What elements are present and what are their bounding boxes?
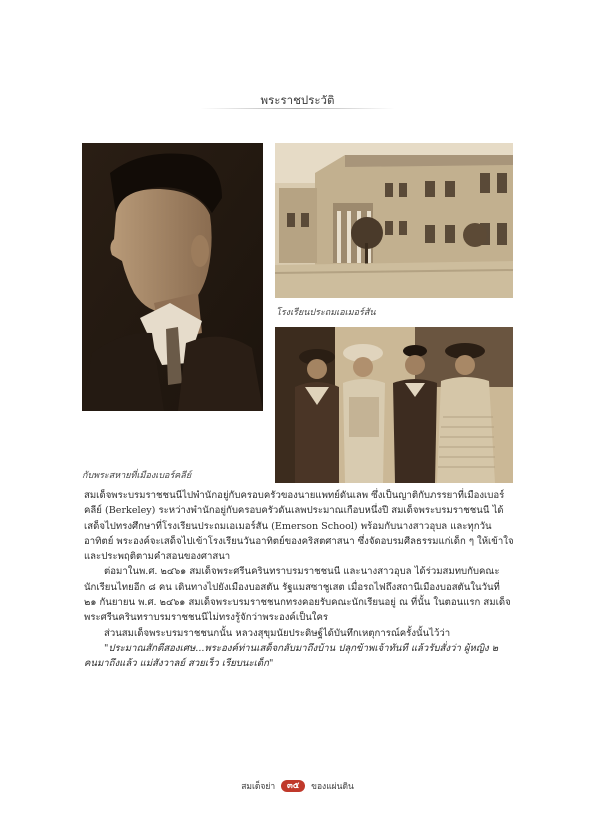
school-photo-caption: โรงเรียนประถมเอเมอร์สัน [276, 308, 376, 318]
body-text [84, 488, 514, 672]
page-footer [0, 779, 595, 793]
paragraph-3: ส่วนสมเด็จพระบรมราชชนกนั้น หลวงสุขุมนัยประดิษฐ์ได้บันทึกเหตุการณ์ครั้งนั้นไว้ว่า [104, 627, 451, 639]
header-divider [200, 108, 395, 109]
paragraph-2: ต่อมาในพ.ศ. ๒๔๖๑ สมเด็จพระศรีนครินทราบรมราชชนนี และนางสาวอุบล ได้ร่วมสมทบกับคณะนักเรียนไทยอีก ๘ คน เดินทางไปยังเมืองบอสตัน รัฐแมสซาชูเสต เมื่อรถไฟถึงสถานีเมืองบอสตันในวันที่ ๒๑ กันยายน พ.ศ. ๒๔๖๑ สมเด็จพระบรมราชชนกทรงคอยรับคณะนักเรียนอยู่ ณ ที่นั้น ในตอนแรก สมเด็จพระศรีนครินทราบรมราชชนนีไม่ทรงรู้จักว่าพระองค์เป็นใคร [84, 566, 511, 624]
quote-paragraph: "ประมาณสักตีสองเศษ...พระองค์ท่านเสด็จกลับมาถึงบ้าน ปลุกข้าพเจ้าทันที แล้วรับสั่งว่า ผู้หญิง ๒ คนมาถึงแล้ว แม่สังวาลย์ สวยเร็ว เรียบนะเด็ก" [84, 642, 499, 670]
footer-left-text: สมเด็จย่า [241, 782, 276, 792]
page-header: พระราชประวัติ [260, 93, 335, 107]
footer-right-text: ของแผ่นดิน [311, 782, 354, 792]
school-photo [275, 143, 513, 298]
portrait-photo [82, 143, 263, 411]
page-number: ๓๕ [281, 780, 305, 792]
portrait-photo-caption: กับพระสหายที่เมืองเบอร์คลีย์ [82, 471, 192, 481]
paragraph-1: สมเด็จพระบรมราชชนนีไปพำนักอยู่กับครอบครัวของนายแพทย์ดันเลพ ซึ่งเป็นญาติกับภรรยาที่เมืองเบอร์คลีย์ (Berkeley) ระหว่างพำนักอยู่กับครอบครัวดันเลพประมาณเกือบหนึ่งปี สมเด็จพระบรมราชชนนี ได้เสด็จไปทรงศึกษาที่โรงเรียนประถมเอเมอร์สัน (Emerson School) พร้อมกับนางสาวอุบล และทุกวันอาทิตย์ พระองค์จะเสด็จไปเข้าโรงเรียนวันอาทิตย์ของคริสตศาสนา ซึ่งจัดอบรมศีลธรรมแก่เด็ก ๆ ให้เข้าใจและประพฤติตามคำสอนของศาสนา [84, 490, 514, 563]
group-photo [275, 327, 513, 483]
